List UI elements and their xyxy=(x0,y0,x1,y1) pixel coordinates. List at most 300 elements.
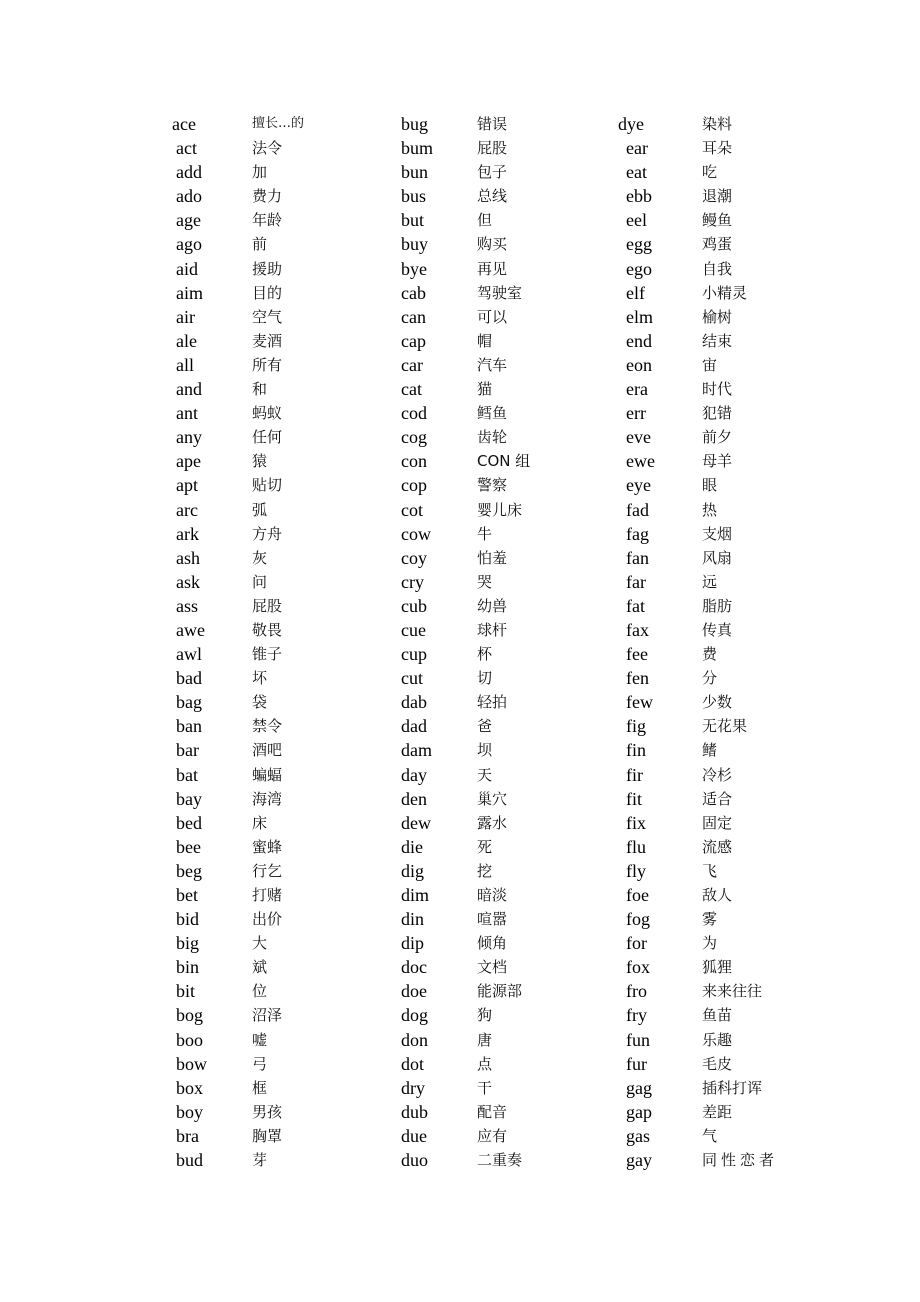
chinese-meaning: 巢穴 xyxy=(477,789,508,808)
chinese-meaning: 切 xyxy=(477,669,493,688)
word-entry xyxy=(401,618,621,642)
word-entry xyxy=(172,931,392,955)
chinese-meaning: 目的 xyxy=(252,283,283,302)
english-word: eve xyxy=(626,427,651,448)
chinese-meaning: 分 xyxy=(702,669,718,688)
chinese-meaning: 芽 xyxy=(252,1151,268,1170)
chinese-meaning: 弧 xyxy=(252,500,268,519)
word-entry xyxy=(618,425,838,449)
word-entry xyxy=(172,136,392,160)
chinese-meaning: 爸 xyxy=(477,717,493,736)
english-word: den xyxy=(401,788,427,809)
chinese-meaning: 费 xyxy=(702,645,718,664)
english-word: ace xyxy=(172,114,196,134)
chinese-meaning: 牛 xyxy=(477,524,493,543)
english-word: fan xyxy=(626,547,649,568)
chinese-meaning: 鸡蛋 xyxy=(702,235,733,254)
chinese-meaning: 球杆 xyxy=(477,620,508,639)
english-word: awe xyxy=(176,619,205,640)
english-word: foe xyxy=(626,885,649,905)
english-word: eat xyxy=(626,162,647,183)
chinese-meaning: 问 xyxy=(252,572,268,591)
word-entry xyxy=(172,763,392,787)
word-entry xyxy=(618,931,838,955)
chinese-meaning: 时代 xyxy=(702,380,733,399)
word-entry xyxy=(401,931,621,955)
word-entry xyxy=(618,835,838,859)
english-word: elm xyxy=(626,306,653,327)
english-word: cue xyxy=(401,619,426,640)
chinese-meaning: 支烟 xyxy=(702,524,733,543)
english-word: gag xyxy=(626,1077,652,1098)
word-entry xyxy=(401,425,621,449)
word-entry xyxy=(401,1124,621,1148)
word-entry xyxy=(618,353,838,377)
english-word: dab xyxy=(401,692,427,713)
word-entry xyxy=(618,1052,838,1076)
english-word: gay xyxy=(626,1150,652,1171)
english-word: bag xyxy=(176,692,202,713)
word-entry xyxy=(401,907,621,931)
chinese-meaning: 无花果 xyxy=(702,717,748,736)
english-word: end xyxy=(626,330,652,351)
english-word: car xyxy=(401,354,423,375)
english-word: eye xyxy=(626,475,651,496)
chinese-meaning: 援助 xyxy=(252,259,283,278)
english-word: act xyxy=(176,138,197,159)
english-word: cap xyxy=(401,330,426,351)
chinese-meaning: 屁股 xyxy=(252,596,283,615)
word-entry xyxy=(172,594,392,618)
word-entry xyxy=(172,353,392,377)
word-entry xyxy=(618,787,838,811)
chinese-meaning: 床 xyxy=(252,813,268,832)
chinese-meaning: 警察 xyxy=(477,476,508,495)
chinese-meaning: 出价 xyxy=(252,910,283,929)
word-entry xyxy=(172,1028,392,1052)
english-word: din xyxy=(401,909,425,930)
english-word: dad xyxy=(401,716,427,737)
english-word: dub xyxy=(401,1101,428,1122)
english-word: bit xyxy=(176,981,196,1002)
english-word: beg xyxy=(176,860,202,881)
chinese-meaning: 毛皮 xyxy=(702,1054,733,1073)
word-entry xyxy=(618,473,838,497)
english-word: bid xyxy=(176,909,200,930)
word-entry xyxy=(618,1028,838,1052)
word-entry xyxy=(172,811,392,835)
word-entry xyxy=(172,979,392,1003)
word-entry xyxy=(401,160,621,184)
english-word: fat xyxy=(626,595,645,616)
english-word: cab xyxy=(401,282,426,303)
english-word: ban xyxy=(176,716,202,737)
english-word: aim xyxy=(176,282,203,303)
word-entry xyxy=(401,1003,621,1027)
chinese-meaning: 帽 xyxy=(477,331,493,350)
chinese-meaning: 挖 xyxy=(477,861,493,880)
english-word: ego xyxy=(626,258,652,279)
word-entry xyxy=(618,570,838,594)
word-entry xyxy=(401,522,621,546)
word-entry xyxy=(401,1100,621,1124)
chinese-meaning: 方舟 xyxy=(252,524,283,543)
word-entry xyxy=(401,1148,621,1172)
chinese-meaning: 但 xyxy=(477,211,493,230)
word-entry xyxy=(401,232,621,256)
word-entry xyxy=(172,473,392,497)
english-word: cog xyxy=(401,427,427,448)
english-word: dye xyxy=(618,114,644,134)
chinese-meaning: 应有 xyxy=(477,1126,508,1145)
word-entry xyxy=(401,883,621,907)
chinese-meaning: 为 xyxy=(702,934,718,953)
word-entry xyxy=(618,979,838,1003)
word-entry xyxy=(172,498,392,522)
english-word: dig xyxy=(401,860,425,881)
word-entry xyxy=(618,498,838,522)
chinese-meaning: 猫 xyxy=(477,380,493,399)
word-entry xyxy=(172,907,392,931)
word-entry xyxy=(618,232,838,256)
chinese-meaning: 固定 xyxy=(702,813,733,832)
chinese-meaning: 敬畏 xyxy=(252,620,283,639)
english-word: day xyxy=(401,764,427,785)
english-word: fur xyxy=(626,1053,647,1074)
word-entry xyxy=(401,184,621,208)
chinese-meaning: 暗淡 xyxy=(477,886,508,904)
english-word: boo xyxy=(176,1029,203,1050)
word-entry xyxy=(401,1052,621,1076)
word-entry xyxy=(172,883,392,907)
english-word: any xyxy=(176,427,202,448)
chinese-meaning: 齿轮 xyxy=(477,428,508,447)
chinese-meaning: 嘘 xyxy=(252,1030,268,1049)
english-word: cod xyxy=(401,403,427,424)
english-word: fry xyxy=(626,1005,647,1026)
english-word: ear xyxy=(626,138,648,159)
chinese-meaning: 位 xyxy=(252,982,268,1001)
chinese-meaning: 男孩 xyxy=(252,1102,283,1121)
word-entry xyxy=(172,618,392,642)
word-column-3 xyxy=(618,112,838,1172)
word-entry xyxy=(172,546,392,570)
chinese-meaning: 胸罩 xyxy=(252,1126,283,1145)
english-word: bat xyxy=(176,764,198,785)
word-entry xyxy=(618,714,838,738)
english-word: boy xyxy=(176,1101,203,1122)
word-entry xyxy=(401,257,621,281)
chinese-meaning: 耳朵 xyxy=(702,139,733,158)
word-entry xyxy=(401,136,621,160)
english-word: ark xyxy=(176,523,199,544)
word-entry xyxy=(401,1028,621,1052)
word-entry xyxy=(172,787,392,811)
word-entry xyxy=(618,642,838,666)
chinese-meaning: 杯 xyxy=(477,645,493,664)
english-word: ape xyxy=(176,451,201,472)
english-word: dot xyxy=(401,1053,425,1074)
word-entry xyxy=(172,1100,392,1124)
english-word: fix xyxy=(626,812,646,833)
chinese-meaning: 差距 xyxy=(702,1102,733,1121)
word-entry xyxy=(172,425,392,449)
word-entry xyxy=(172,522,392,546)
word-entry xyxy=(401,835,621,859)
english-word: bra xyxy=(176,1125,199,1146)
english-word: bed xyxy=(176,812,202,833)
chinese-meaning: 狐狸 xyxy=(702,958,733,977)
english-word: arc xyxy=(176,499,198,520)
word-entry xyxy=(172,257,392,281)
english-word: bow xyxy=(176,1053,207,1074)
english-word: dew xyxy=(401,812,431,833)
chinese-meaning: 弓 xyxy=(252,1054,268,1073)
chinese-meaning: 错误 xyxy=(477,115,508,133)
english-word: err xyxy=(626,403,646,424)
chinese-meaning: 费力 xyxy=(252,187,283,206)
english-word: con xyxy=(401,451,427,472)
english-word: dip xyxy=(401,933,425,954)
english-word: cow xyxy=(401,523,431,544)
chinese-meaning: 沼泽 xyxy=(252,1006,283,1025)
chinese-meaning: 购买 xyxy=(477,235,508,254)
word-entry xyxy=(401,714,621,738)
chinese-meaning: 自我 xyxy=(702,259,733,278)
chinese-meaning: 前夕 xyxy=(702,428,733,447)
english-word: bum xyxy=(401,138,434,159)
english-word: all xyxy=(176,354,194,375)
english-word: bye xyxy=(401,258,427,279)
chinese-meaning: 母羊 xyxy=(702,452,733,471)
word-entry xyxy=(618,690,838,714)
word-entry xyxy=(618,738,838,762)
english-word: due xyxy=(401,1125,427,1146)
word-entry xyxy=(401,859,621,883)
english-word: fly xyxy=(626,860,646,881)
english-word: flu xyxy=(626,836,646,857)
english-word: fag xyxy=(626,523,649,544)
english-word: ago xyxy=(176,234,202,255)
chinese-meaning: 酒吧 xyxy=(252,741,283,760)
english-word: ado xyxy=(176,186,202,207)
chinese-meaning: 气 xyxy=(702,1126,718,1145)
english-word: die xyxy=(401,836,423,857)
english-word: fit xyxy=(626,788,642,809)
chinese-meaning: 结束 xyxy=(702,331,733,350)
word-entry xyxy=(618,160,838,184)
english-word: ask xyxy=(176,571,200,592)
word-entry xyxy=(401,594,621,618)
word-entry xyxy=(172,570,392,594)
english-word: don xyxy=(401,1029,428,1050)
chinese-meaning: 坝 xyxy=(477,741,493,760)
word-entry xyxy=(401,690,621,714)
word-entry xyxy=(172,955,392,979)
english-word: dry xyxy=(401,1077,425,1098)
word-entry xyxy=(618,184,838,208)
english-word: fir xyxy=(626,764,643,785)
word-column-1 xyxy=(172,112,392,1172)
word-entry xyxy=(172,160,392,184)
english-word: fin xyxy=(626,740,646,761)
english-word: cot xyxy=(401,499,423,520)
word-entry xyxy=(618,112,838,136)
chinese-meaning: 行乞 xyxy=(252,861,283,880)
english-word: era xyxy=(626,379,648,400)
word-entry xyxy=(172,232,392,256)
word-entry xyxy=(172,184,392,208)
word-entry xyxy=(172,1148,392,1172)
english-word: bee xyxy=(176,836,201,857)
word-entry xyxy=(401,329,621,353)
english-word: dog xyxy=(401,1005,428,1026)
english-word: bun xyxy=(401,162,428,183)
chinese-meaning: 坏 xyxy=(252,669,268,688)
english-word: fro xyxy=(626,981,647,1002)
chinese-meaning: 冷杉 xyxy=(702,765,733,784)
word-entry xyxy=(618,1003,838,1027)
english-word: gap xyxy=(626,1101,652,1122)
word-entry xyxy=(172,714,392,738)
chinese-meaning: 犯错 xyxy=(702,404,733,423)
chinese-meaning: 死 xyxy=(477,837,493,856)
chinese-meaning: 汽车 xyxy=(477,355,508,374)
english-word: fen xyxy=(626,668,649,689)
english-word: and xyxy=(176,379,202,400)
chinese-meaning: 怕羞 xyxy=(477,548,508,567)
chinese-meaning: 文档 xyxy=(477,958,508,977)
word-entry xyxy=(401,738,621,762)
chinese-meaning: 海湾 xyxy=(252,789,283,808)
chinese-meaning: 麦酒 xyxy=(252,331,283,350)
word-entry xyxy=(172,690,392,714)
english-word: awl xyxy=(176,644,202,665)
word-entry xyxy=(618,305,838,329)
chinese-meaning: 脂肪 xyxy=(702,596,733,615)
chinese-meaning: 小精灵 xyxy=(702,283,748,302)
chinese-meaning: 流感 xyxy=(702,837,733,856)
chinese-meaning: 锥子 xyxy=(252,645,283,664)
english-word: fad xyxy=(626,499,649,520)
english-word: bar xyxy=(176,740,199,761)
word-entry xyxy=(618,811,838,835)
word-entry xyxy=(618,955,838,979)
word-entry xyxy=(172,281,392,305)
english-word: few xyxy=(626,692,653,713)
word-entry xyxy=(172,642,392,666)
english-word: dim xyxy=(401,885,430,905)
word-entry xyxy=(172,666,392,690)
english-word: duo xyxy=(401,1150,428,1171)
chinese-meaning: 蜜蜂 xyxy=(252,837,283,856)
word-entry xyxy=(618,666,838,690)
chinese-meaning: 宙 xyxy=(702,355,718,374)
chinese-meaning: 再见 xyxy=(477,259,508,278)
english-word: aid xyxy=(176,258,198,279)
word-entry xyxy=(618,449,838,473)
chinese-meaning: 屁股 xyxy=(477,139,508,158)
word-entry xyxy=(401,546,621,570)
english-word: cry xyxy=(401,571,424,592)
english-word: cop xyxy=(401,475,427,496)
word-entry xyxy=(172,859,392,883)
english-word: doe xyxy=(401,981,427,1002)
word-entry xyxy=(618,257,838,281)
chinese-meaning: 能源部 xyxy=(477,982,523,1001)
word-entry xyxy=(618,522,838,546)
english-word: ewe xyxy=(626,451,655,472)
word-entry xyxy=(618,208,838,232)
english-word: doc xyxy=(401,957,427,978)
chinese-meaning: 所有 xyxy=(252,355,283,374)
word-entry xyxy=(401,353,621,377)
word-entry xyxy=(172,305,392,329)
word-entry xyxy=(401,377,621,401)
word-entry xyxy=(401,666,621,690)
chinese-meaning: 大 xyxy=(252,934,268,953)
word-entry xyxy=(172,738,392,762)
english-word: bad xyxy=(176,668,202,689)
chinese-meaning: 年龄 xyxy=(252,211,283,230)
chinese-meaning: 框 xyxy=(252,1078,268,1097)
chinese-meaning: 空气 xyxy=(252,307,283,326)
english-word: coy xyxy=(401,547,427,568)
word-entry xyxy=(172,112,392,136)
chinese-meaning: 前 xyxy=(252,235,268,254)
english-word: fax xyxy=(626,619,649,640)
chinese-meaning: 袋 xyxy=(252,693,268,712)
chinese-meaning: 猿 xyxy=(252,452,268,471)
chinese-meaning: 婴儿床 xyxy=(477,500,523,519)
english-word: bin xyxy=(176,957,200,978)
chinese-meaning: 点 xyxy=(477,1054,493,1073)
english-word: fog xyxy=(626,909,650,930)
chinese-meaning: 和 xyxy=(252,380,268,399)
chinese-meaning: 总线 xyxy=(477,187,508,206)
english-word: cub xyxy=(401,595,427,616)
chinese-meaning: 二重奏 xyxy=(477,1151,523,1170)
chinese-meaning: 露水 xyxy=(477,813,508,832)
word-entry xyxy=(401,281,621,305)
word-entry xyxy=(401,787,621,811)
chinese-meaning: 狗 xyxy=(477,1006,493,1025)
word-entry xyxy=(172,1076,392,1100)
word-entry xyxy=(618,907,838,931)
word-entry xyxy=(172,1124,392,1148)
word-entry xyxy=(618,594,838,618)
word-entry xyxy=(172,208,392,232)
chinese-meaning: 鱼苗 xyxy=(702,1006,733,1025)
chinese-meaning: 任何 xyxy=(252,428,283,447)
english-word: apt xyxy=(176,475,198,496)
word-entry xyxy=(618,329,838,353)
chinese-meaning: 唐 xyxy=(477,1030,493,1049)
english-word: eel xyxy=(626,210,647,231)
english-word: ebb xyxy=(626,186,652,207)
word-entry xyxy=(618,401,838,425)
word-entry xyxy=(401,449,621,473)
word-entry xyxy=(401,1076,621,1100)
chinese-meaning: 倾角 xyxy=(477,934,508,953)
english-word: bog xyxy=(176,1005,203,1026)
word-entry xyxy=(172,449,392,473)
chinese-meaning: 来来往往 xyxy=(702,982,763,1001)
word-entry xyxy=(618,1100,838,1124)
chinese-meaning: 斌 xyxy=(252,958,268,977)
chinese-meaning: 轻拍 xyxy=(477,693,508,712)
chinese-meaning: 打赌 xyxy=(252,886,283,904)
